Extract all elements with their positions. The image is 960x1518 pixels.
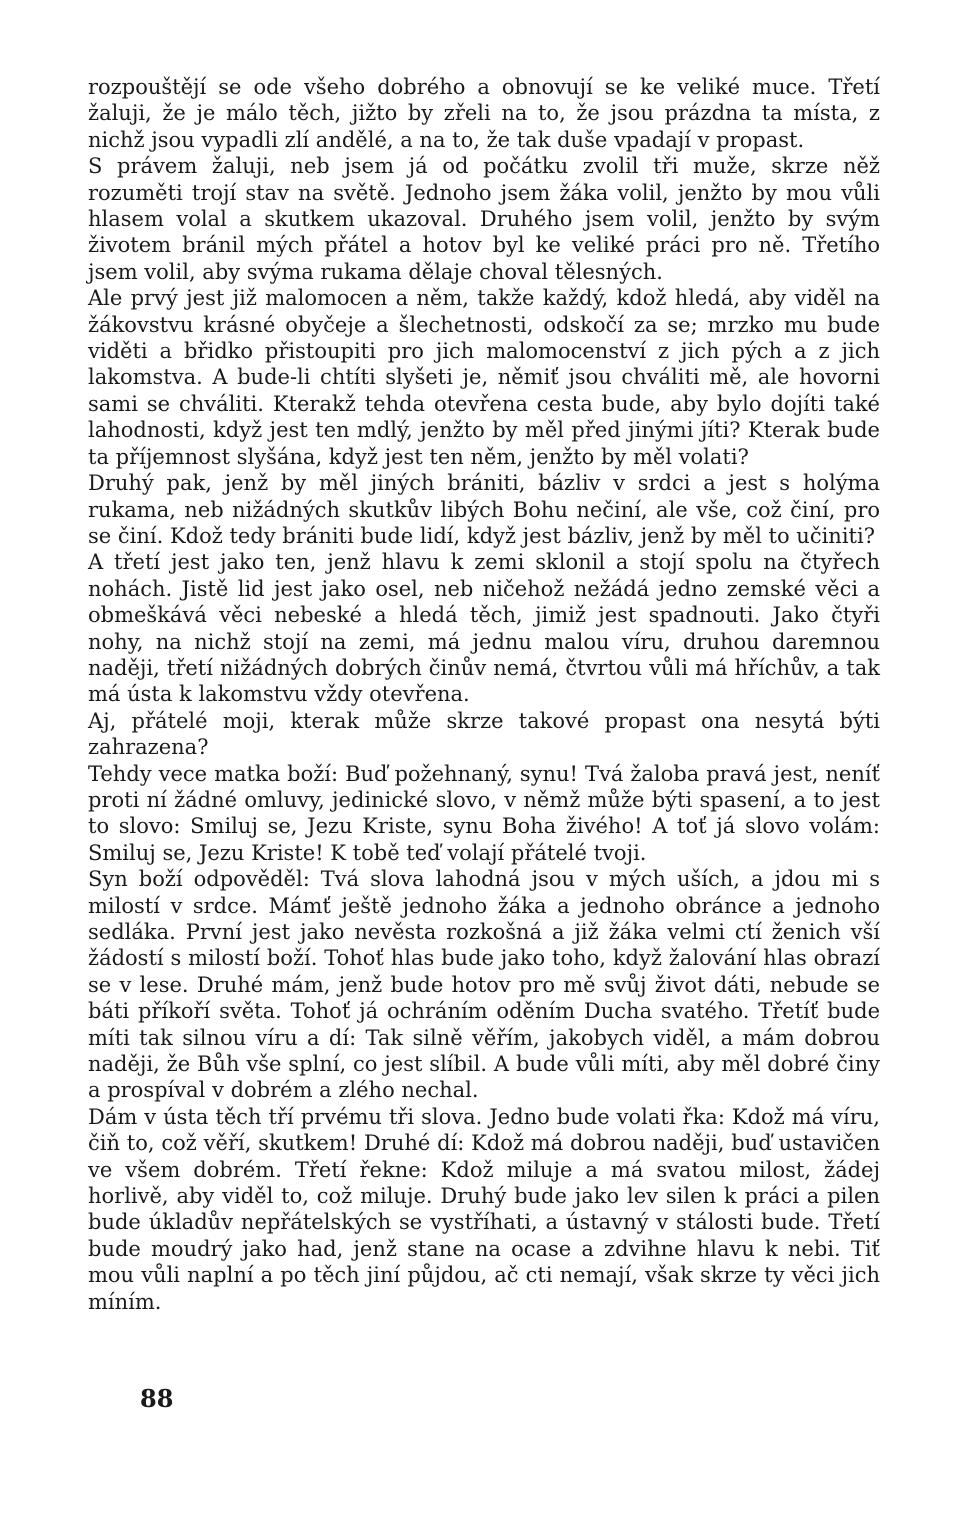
paragraph-7: Tehdy vece matka boží: Buď požehnaný, synu! Tvá žaloba pravá jest, neníť proti ní žádné omluvy, jedinické slovo, v němž může býti spasení, a to jest to slovo: Smiluj se, Jezu Kriste, synu Boha živého! A toť já slovo volám: Smiluj se, Jezu Kriste! K tobě teď volají přátelé tvoji.: [88, 761, 880, 865]
paragraph-1: rozpouštějí se ode všeho dobrého a obnovují se ke veliké muce. Třetí žaluji, že je málo těch, jižto by zřeli na to, že jsou prázdna ta místa, z nichž jsou vypadli zlí andělé, a na to, že tak duše vpadají v propast.: [88, 75, 880, 152]
paragraph-2: S právem žaluji, neb jsem já od počátku zvolil tři muže, skrze něž rozuměti trojí stav na světě. Jednoho jsem žáka volil, jenžto by mou vůli hlasem volal a skutkem ukazoval. Druhého jsem volil, jenžto by svým životem bránil mých přátel a hotov byl ke veliké práci pro ně. Třetího jsem volil, aby svýma rukama dělaje choval tělesných.: [88, 154, 880, 284]
page-text: [88, 74, 880, 1315]
paragraph-5: A třetí jest jako ten, jenž hlavu k zemi sklonil a stojí spolu na čtyřech nohách. Jistě lid jest jako osel, neb ničehož nežádá jedno zemské věci a obmeškává věci nebeské a hledá těch, jimiž jest spadnouti. Jako čtyři nohy, na nichž stojí na zemi, má jednu malou víru, druhou daremnou naději, třetí nižádných dobrých činův nemá, čtvrtou vůli má hříchův, a tak má ústa k lakomstvu vždy otevřena.: [88, 550, 880, 707]
page-number: 88: [140, 1384, 174, 1413]
paragraph-3: Ale prvý jest již malomocen a něm, takže každý, kdož hledá, aby viděl na žákovstvu krásné obyčeje a šlechetnosti, odskočí za se; mrzko mu bude viděti a břidko přistoupiti pro jich malomocenství z jich pých a z jich lakomstva. A bude-li chtíti slyšeti je, němiť jsou chváliti mě, ale hovorni sami se chváliti. Kterakž tehda otevřena cesta bude, aby bylo dojíti také lahodnosti, když jest ten mdlý, jenžto by měl před jinými jíti? Kterak bude ta příjemnost slyšána, když jest ten něm, jenžto by měl volati?: [88, 286, 880, 469]
paragraph-4: Druhý pak, jenž by měl jiných brániti, bázliv v srdci a jest s holýma rukama, neb nižádných skutkův libých Bohu nečiní, ale vše, což činí, pro se činí. Kdož tedy brániti bude lidí, když jest bázliv, jenž by měl to učiniti?: [88, 471, 880, 548]
paragraph-9: Dám v ústa těch tří prvému tři slova. Jedno bude volati řka: Kdož má víru, čiň to, což věří, skutkem! Druhé dí: Kdož má dobrou naději, buď ustavičen ve všem dobrém. Třetí řekne: Kdož miluje a má svatou milost, žádej horlivě, aby viděl to, což miluje. Druhý bude jako lev silen k práci a pilen bude úkladův nepřátelských se vystříhati, a ústavný v stálosti bude. Třetí bude moudrý jako had, jenž stane na ocase a zdvihne hlavu k nebi. Tiť mou vůli naplní a po těch jiní půjdou, ač cti nemají, však skrze ty věci jich míním.: [88, 1104, 880, 1314]
paragraph-8: Syn boží odpověděl: Tvá slova lahodná jsou v mých uších, a jdou mi s milostí v srdce. Mámť ještě jednoho žáka a jednoho obránce a jednoho sedláka. První jest jako nevěsta rozkošná a již žáka velmi ctí ženich vší žádostí s milostí boží. Tohoť hlas bude jako toho, když žalování hlas obrazí se v lese. Druhé mám, jenž bude hotov pro mě svůj život dáti, nebude se báti příkoří světa. Tohoť já ochráním oděním Ducha svatého. Třetíť bude míti tak silnou víru a dí: Tak silně věřím, jakobych viděl, a mám dobrou naději, že Bůh vše splní, co jest slíbil. A bude vůli míti, aby měl dobré činy a prospíval v dobrém a zlého nechal.: [88, 867, 880, 1103]
paragraph-6: Aj, přátelé moji, kterak může skrze takové propast ona nesytá býti zahrazena?: [88, 708, 880, 760]
